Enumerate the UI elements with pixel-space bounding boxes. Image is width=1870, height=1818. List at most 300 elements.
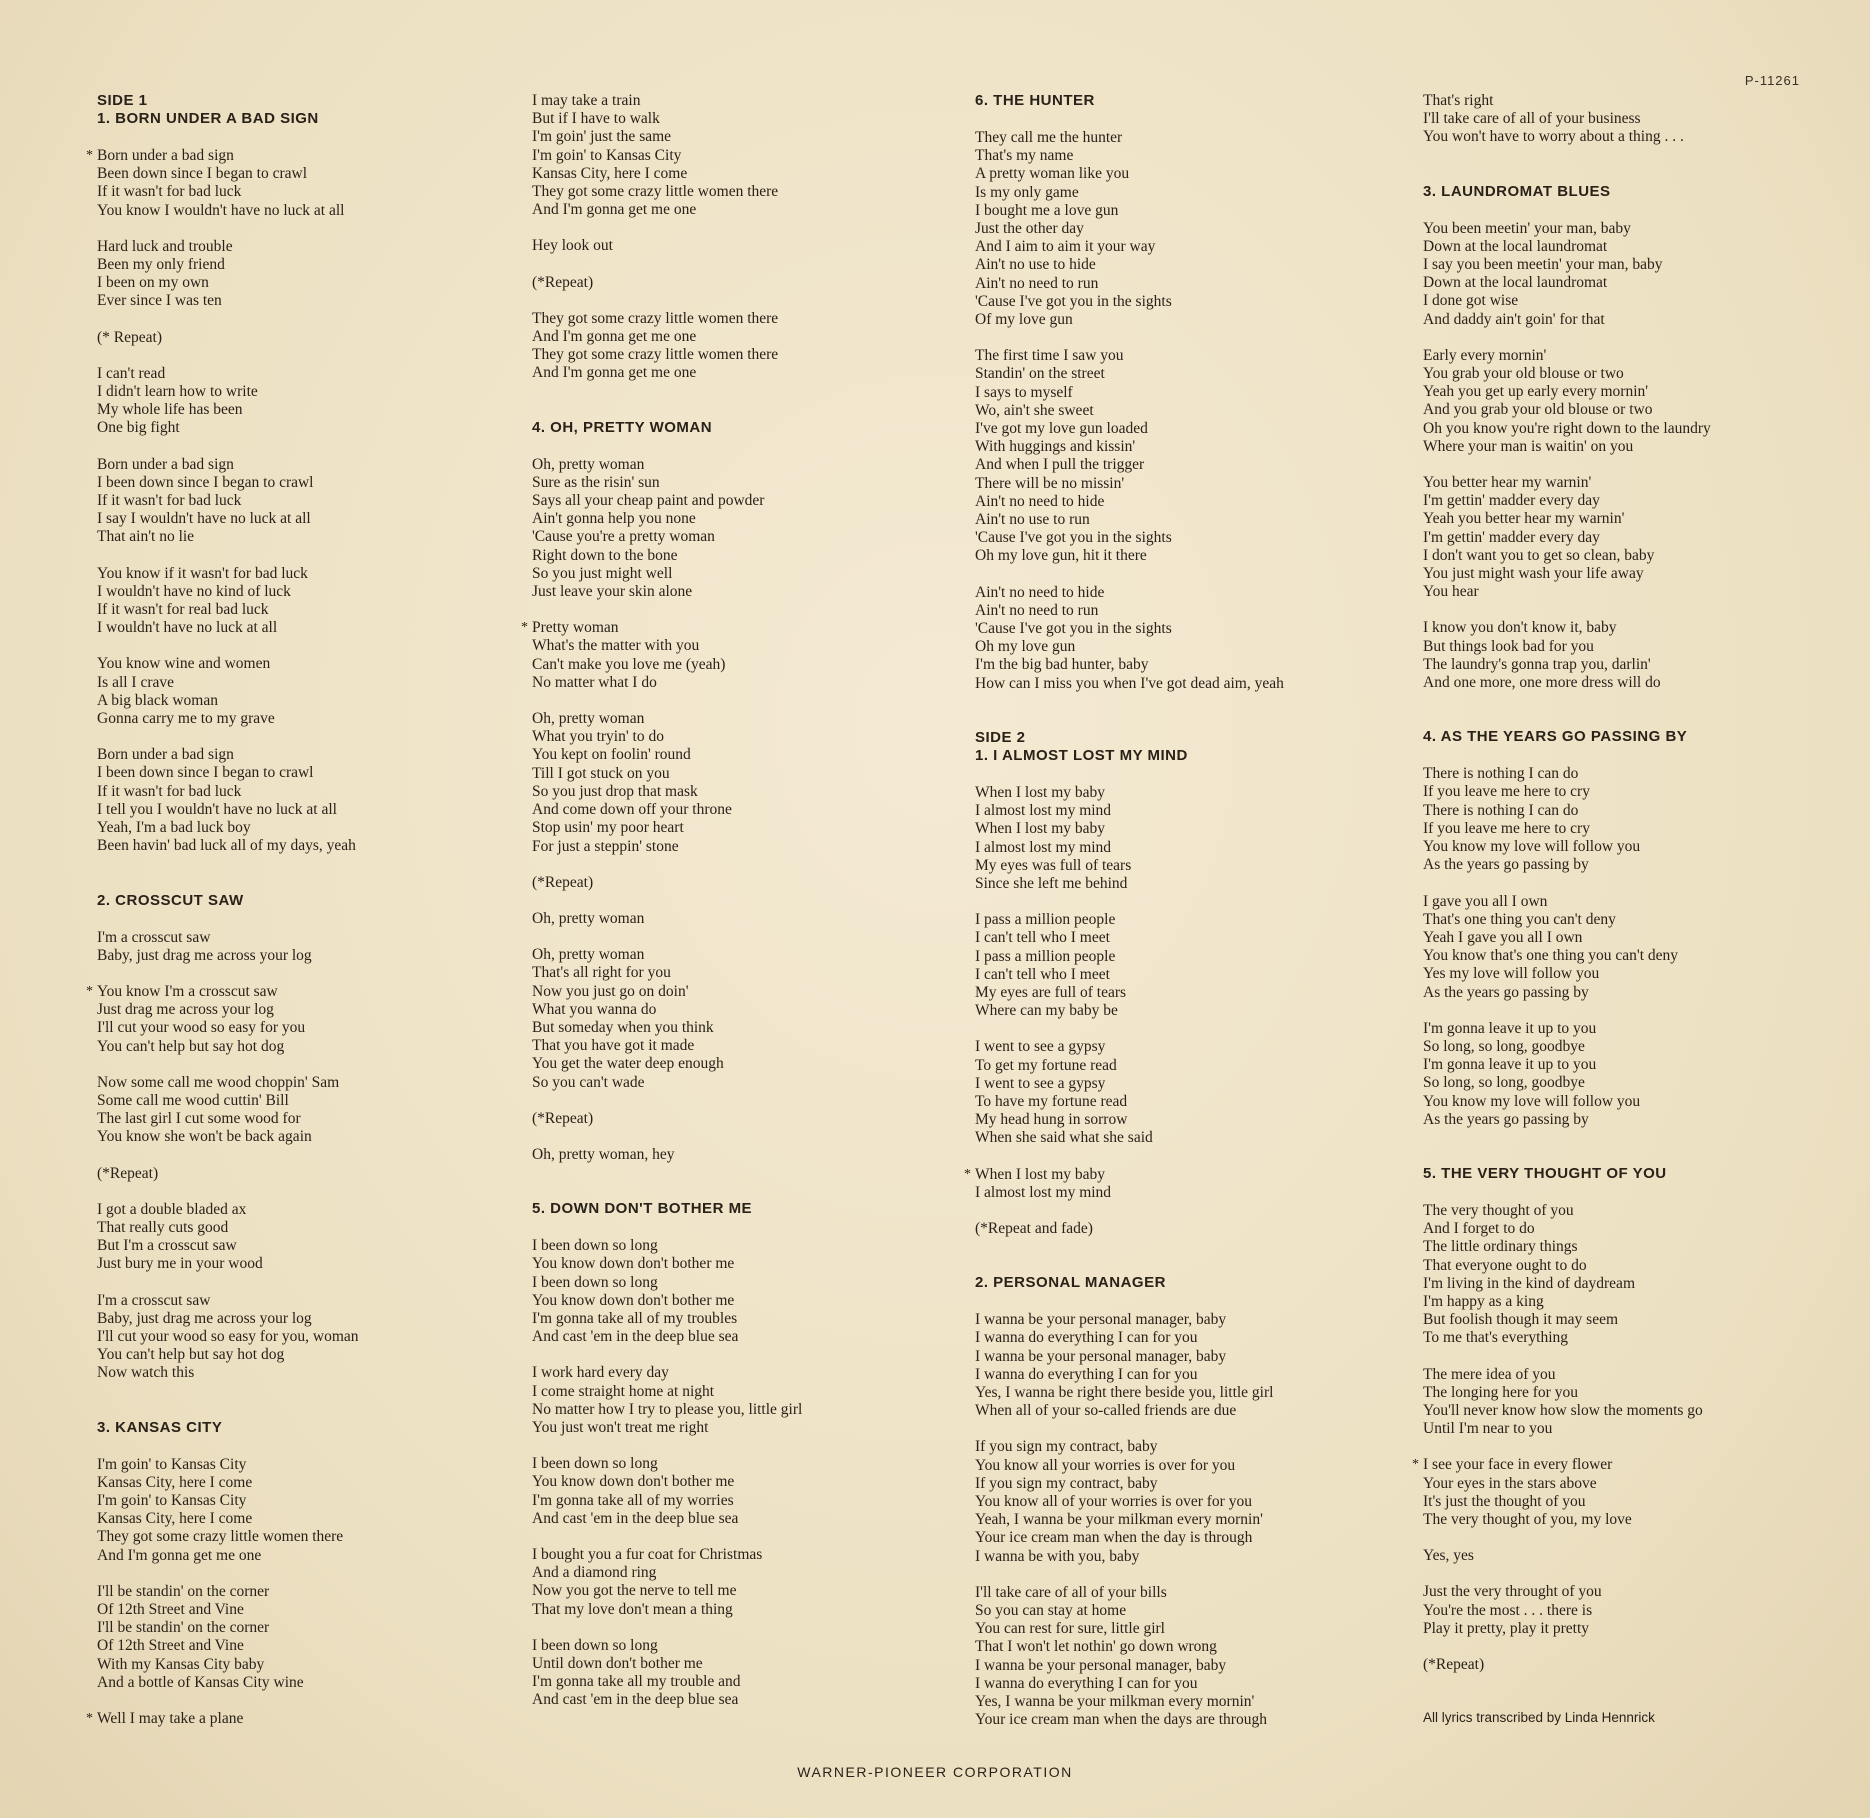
lyric-text: So long, so long, goodbye <box>1423 1037 1585 1055</box>
lyric-text: I says to myself <box>975 383 1073 401</box>
lyric-text: I'm happy as a king <box>1423 1292 1544 1310</box>
lyric-line <box>975 220 1415 238</box>
lyric-line <box>975 275 1415 293</box>
lyric-text: You know she won't be back again <box>97 1128 312 1146</box>
lyric-text: I'll cut your wood so easy for you, woman <box>97 1327 359 1345</box>
lyric-line <box>1423 1329 1863 1347</box>
lyric-line <box>975 1075 1415 1093</box>
lyric-text: Yeah I gave you all I own <box>1423 928 1583 946</box>
lyric-text: Oh, pretty woman <box>532 909 645 927</box>
stanza <box>97 655 537 728</box>
lyric-text: You know my love will follow you <box>1423 838 1641 856</box>
song-block <box>1423 183 1863 693</box>
lyric-line <box>975 1493 1415 1511</box>
lyric-text: Play it pretty, play it pretty <box>1423 1619 1590 1637</box>
lyric-text: But things look bad for you <box>1423 637 1594 655</box>
lyric-line <box>532 946 972 964</box>
lyric-line <box>975 1093 1415 1111</box>
lyric-line <box>532 765 972 783</box>
lyric-text: When I lost my baby <box>975 1165 1106 1183</box>
lyric-line <box>532 1419 972 1437</box>
lyric-line <box>97 1038 537 1056</box>
lyric-line <box>975 384 1415 402</box>
lyric-text: How can I miss you when I've got dead aim, yeah <box>975 674 1284 692</box>
lyric-line <box>532 1328 972 1346</box>
lyric-text: Stop usin' my poor heart <box>532 819 684 837</box>
lyric-text: I got a double bladed ax <box>97 1200 247 1218</box>
lyric-text: I'm a crosscut saw <box>97 928 211 946</box>
lyric-line <box>975 1529 1415 1547</box>
lyric-line <box>975 875 1415 893</box>
lyric-text: And I'm gonna get me one <box>532 201 697 219</box>
lyric-line <box>1423 984 1863 1002</box>
stanza <box>975 1038 1415 1147</box>
lyric-line <box>1423 1420 1863 1438</box>
lyric-line <box>1423 965 1863 983</box>
lyric-line <box>1423 110 1863 128</box>
stanza <box>1423 765 1863 874</box>
lyric-text: The little ordinary things <box>1423 1238 1578 1256</box>
lyric-line <box>97 274 537 292</box>
lyric-text: Just drag me across your log <box>97 1001 274 1019</box>
lyric-text: Can't make you love me (yeah) <box>532 655 726 673</box>
lyric-line <box>97 419 537 437</box>
lyric-line <box>97 601 537 619</box>
lyric-line <box>1423 1202 1863 1220</box>
lyric-line <box>975 293 1415 311</box>
lyric-line <box>97 1310 537 1328</box>
stanza <box>532 92 972 219</box>
lyric-line <box>532 510 972 528</box>
lyric-text: And I'm gonna get me one <box>532 364 697 382</box>
lyric-line <box>97 565 537 583</box>
lyric-line <box>975 1548 1415 1566</box>
lyric-text: Wo, ain't she sweet <box>975 401 1094 419</box>
repeat-marker-icon: * <box>86 148 93 163</box>
lyric-text: I been down so long <box>532 1636 658 1654</box>
lyric-text: Ain't no need to run <box>975 601 1099 619</box>
lyric-text: And I'm gonna get me one <box>97 1546 262 1564</box>
lyric-line <box>532 147 972 165</box>
song-block <box>521 418 972 1165</box>
lyric-text: You can rest for sure, little girl <box>975 1620 1165 1638</box>
lyric-line <box>1423 274 1863 292</box>
lyric-text: You're the most . . . there is <box>1423 1601 1593 1619</box>
song-block <box>532 1200 972 1709</box>
lyric-line <box>1423 619 1863 637</box>
lyric-line <box>975 420 1415 438</box>
lyric-text: I been down so long <box>532 1237 658 1255</box>
lyric-text: (*Repeat) <box>532 273 594 291</box>
lyric-text: It's just the thought of you <box>1423 1492 1586 1510</box>
lyric-text: So long, so long, goodbye <box>1423 1074 1585 1092</box>
lyric-text: You know down don't bother me <box>532 1291 735 1309</box>
lyric-text: Of my love gun <box>975 311 1073 329</box>
lyric-line <box>1423 365 1863 383</box>
lyric-line <box>532 1401 972 1419</box>
lyric-line <box>532 456 972 474</box>
lyric-line <box>1423 802 1863 820</box>
lyric-line <box>532 1255 972 1273</box>
lyric-line <box>532 92 972 110</box>
lyric-line <box>97 619 537 637</box>
lyric-line <box>975 202 1415 220</box>
lyric-text: If you sign my contract, baby <box>975 1474 1158 1492</box>
stanza <box>532 1546 972 1619</box>
stanza <box>1423 619 1863 692</box>
lyric-text: But I'm a crosscut saw <box>97 1237 237 1255</box>
lyric-line <box>1423 1620 1863 1638</box>
stanza <box>532 946 972 1092</box>
lyric-text: (*Repeat and fade) <box>975 1219 1093 1237</box>
lyric-line <box>1423 547 1863 565</box>
stanza <box>97 365 537 438</box>
lyric-text: If you sign my contract, baby <box>975 1438 1158 1456</box>
stanza <box>1423 1656 1863 1674</box>
lyric-text: And I'm gonna get me one <box>532 328 697 346</box>
stanza <box>975 347 1415 565</box>
lyric-line <box>97 1510 537 1528</box>
lyric-text: I work hard every day <box>532 1364 669 1382</box>
lyric-line <box>97 1601 537 1619</box>
stanza <box>1423 1202 1863 1348</box>
lyric-line <box>1423 220 1863 238</box>
lyric-line <box>97 329 537 347</box>
lyric-line <box>1423 1384 1863 1402</box>
lyric-text: I can't tell who I meet <box>975 965 1110 983</box>
lyric-text: Hey look out <box>532 237 613 255</box>
lyric-line <box>1423 347 1863 365</box>
lyric-text: They got some crazy little women there <box>97 1528 344 1546</box>
stanza <box>975 1584 1415 1730</box>
lyric-text: Now watch this <box>97 1364 195 1382</box>
lyric-text: You know all your worries is over for you <box>975 1456 1236 1474</box>
lyric-text: That ain't no lie <box>97 528 195 546</box>
lyric-text: Ain't no use to run <box>975 511 1090 529</box>
lyric-text: With my Kansas City baby <box>97 1655 265 1673</box>
lyric-text: I bought me a love gun <box>975 201 1119 219</box>
lyric-text: To me that's everything <box>1423 1329 1569 1347</box>
lyric-line <box>532 983 972 1001</box>
lyric-line <box>1423 947 1863 965</box>
lyric-line <box>975 238 1415 256</box>
lyric-text: And you grab your old blouse or two <box>1423 401 1653 419</box>
lyric-line <box>521 619 972 637</box>
lyric-text: And daddy ain't goin' for that <box>1423 310 1605 328</box>
lyric-text: Since she left me behind <box>975 874 1128 892</box>
lyric-text: So you can stay at home <box>975 1602 1127 1619</box>
lyric-text: I wanna be your personal manager, baby <box>975 1656 1227 1674</box>
lyric-line <box>97 401 537 419</box>
lyric-line <box>532 1655 972 1673</box>
lyric-text: Yeah, I'm a bad luck boy <box>97 819 251 837</box>
lyric-text: You get the water deep enough <box>532 1055 724 1073</box>
stanza <box>532 1146 972 1164</box>
lyric-line <box>97 1583 537 1601</box>
lyric-text: That's my name <box>975 147 1074 165</box>
lyric-text: I can't read <box>97 364 166 382</box>
lyric-line <box>532 1364 972 1382</box>
lyric-line <box>975 1366 1415 1384</box>
lyric-line <box>1423 92 1863 110</box>
lyric-line <box>975 511 1415 529</box>
lyric-line <box>97 746 537 764</box>
lyric-text: Ain't no need to hide <box>975 492 1105 510</box>
song-block <box>86 92 537 856</box>
lyric-text: What you wanna do <box>532 1000 657 1018</box>
lyric-text: When all of your so-called friends are due <box>975 1402 1237 1420</box>
lyric-text: I'm gettin' madder every day <box>1423 528 1600 546</box>
lyric-text: I'm gettin' madder every day <box>1423 492 1600 510</box>
lyric-line <box>975 602 1415 620</box>
lyric-text: If it wasn't for bad luck <box>97 492 242 510</box>
lyric-text: I been down so long <box>532 1455 658 1473</box>
lyric-text: And I aim to aim it your way <box>975 238 1156 256</box>
lyric-line <box>97 492 537 510</box>
lyric-line <box>975 1457 1415 1475</box>
stanza <box>1423 347 1863 456</box>
lyric-text: I'm living in the kind of daydream <box>1423 1274 1635 1292</box>
lyric-line <box>1423 1238 1863 1256</box>
lyric-line <box>975 966 1415 984</box>
lyric-line <box>532 674 972 692</box>
lyric-text: As the years go passing by <box>1423 856 1589 874</box>
lyric-line <box>1423 1547 1863 1565</box>
lyric-line <box>532 1383 972 1401</box>
lyric-text: Oh you know you're right down to the laundry <box>1423 419 1711 437</box>
lyric-text: Ain't no use to hide <box>975 256 1096 274</box>
lyric-text: And one more, one more dress will do <box>1423 674 1661 692</box>
lyric-text: I'm gonna take all of my worries <box>532 1491 734 1509</box>
lyric-text: Born under a bad sign <box>97 455 234 473</box>
song-title: 1. BORN UNDER A BAD SIGN <box>97 110 319 127</box>
lyric-line <box>97 1237 537 1255</box>
song-block <box>532 92 972 383</box>
lyric-line <box>97 1219 537 1237</box>
lyric-text: Ever since I was ten <box>97 292 222 310</box>
lyric-text: I wanna do everything I can for you <box>975 1365 1198 1383</box>
lyric-line <box>975 656 1415 674</box>
stanza <box>86 147 537 220</box>
lyric-text: And cast 'em in the deep blue sea <box>532 1509 739 1527</box>
lyric-line <box>532 165 972 183</box>
lyric-text: And a diamond ring <box>532 1564 657 1582</box>
lyric-line <box>975 365 1415 383</box>
lyric-text: If you leave me here to cry <box>1423 819 1590 837</box>
lyric-line <box>97 692 537 710</box>
stanza <box>1423 1583 1863 1638</box>
lyric-line <box>975 1348 1415 1366</box>
lyric-line <box>86 147 537 165</box>
lyric-line <box>532 1673 972 1691</box>
stanza <box>1423 1020 1863 1129</box>
repeat-marker-icon: * <box>1412 1457 1419 1473</box>
lyric-text: You just won't treat me right <box>532 1418 709 1436</box>
lyric-text: I'll be standin' on the corner <box>97 1582 270 1600</box>
stanza <box>532 874 972 892</box>
lyric-text: Down at the local laundromat <box>1423 274 1608 292</box>
lyric-line <box>97 1346 537 1364</box>
lyric-text: Until I'm near to you <box>1423 1420 1553 1438</box>
lyric-text: Yes my love will follow you <box>1423 965 1600 983</box>
lyric-text: I'm goin' just the same <box>532 128 672 146</box>
lyric-line <box>97 456 537 474</box>
lyric-text: They call me the hunter <box>975 129 1123 146</box>
lyric-line <box>532 1310 972 1328</box>
lyric-text: I'm gonna take all my trouble and <box>532 1673 741 1691</box>
lyric-text: I wanna do everything I can for you <box>975 1674 1198 1692</box>
lyric-text: The mere idea of you <box>1423 1365 1556 1383</box>
lyric-line <box>532 1601 972 1619</box>
lyric-text: I almost lost my mind <box>975 838 1112 856</box>
stanza <box>521 619 972 692</box>
lyric-line <box>97 202 537 220</box>
lyric-line <box>97 583 537 601</box>
lyric-text: Right down to the bone <box>532 546 678 564</box>
lyric-text: And come down off your throne <box>532 801 732 819</box>
lyric-line <box>532 201 972 219</box>
lyric-text: Well I may take a plane <box>97 1710 244 1727</box>
lyric-text: Just the other day <box>975 220 1084 238</box>
lyric-text: You been meetin' your man, baby <box>1423 219 1631 237</box>
lyrics-column-2 <box>521 92 972 1746</box>
lyric-line <box>975 1602 1415 1620</box>
lyric-text: You know my love will follow you <box>1423 1092 1641 1110</box>
lyric-line <box>1423 529 1863 547</box>
lyric-line <box>975 929 1415 947</box>
lyric-line <box>532 310 972 328</box>
lyric-line <box>1423 893 1863 911</box>
lyric-line <box>532 1274 972 1292</box>
lyric-text: I'm gonna take all of my troubles <box>532 1309 738 1327</box>
lyric-text: Where your man is waitin' on you <box>1423 437 1634 455</box>
song-block <box>1423 728 1863 1129</box>
publisher-name: WARNER-PIONEER CORPORATION <box>797 1764 1073 1780</box>
stanza <box>97 929 537 965</box>
lyric-text: Been havin' bad luck all of my days, yeah <box>97 837 356 855</box>
lyric-text: The very thought of you <box>1423 1201 1574 1219</box>
lyric-text: They got some crazy little women there <box>532 183 779 201</box>
stanza <box>97 565 537 638</box>
lyric-text: What's the matter with you <box>532 637 700 655</box>
lyric-line <box>1423 856 1863 874</box>
lyric-text: Ain't no need to hide <box>975 583 1105 601</box>
lyric-text: And a bottle of Kansas City wine <box>97 1673 304 1691</box>
lyric-line <box>964 1165 1415 1184</box>
lyric-text: Just the very throught of you <box>1423 1583 1602 1601</box>
lyric-line <box>975 1638 1415 1656</box>
lyric-line <box>975 456 1415 474</box>
lyric-text: They got some crazy little women there <box>532 309 779 327</box>
lyric-text: Now some call me wood choppin' Sam <box>97 1073 340 1091</box>
lyric-line <box>975 1057 1415 1075</box>
lyric-line <box>1423 238 1863 256</box>
stanza <box>86 1710 537 1728</box>
lyric-line <box>1423 1074 1863 1092</box>
song-block <box>1423 92 1863 147</box>
lyric-line <box>975 493 1415 511</box>
lyric-text: 'Cause I've got you in the sights <box>975 292 1172 310</box>
lyric-text: Been my only friend <box>97 256 225 274</box>
lyric-line <box>86 1710 537 1728</box>
lyric-text: Just leave your skin alone <box>532 583 693 601</box>
lyric-text: I say I wouldn't have no luck at all <box>97 510 311 528</box>
lyric-text: Standin' on the street <box>975 365 1105 383</box>
lyric-text: Yeah you get up early every mornin' <box>1423 383 1649 401</box>
song-title: 4. AS THE YEARS GO PASSING BY <box>1423 728 1688 746</box>
lyric-line <box>1423 783 1863 801</box>
lyric-line <box>1423 420 1863 438</box>
lyric-line <box>1423 929 1863 947</box>
lyric-text: I'm a crosscut saw <box>97 1291 211 1309</box>
stanza <box>532 1455 972 1528</box>
lyric-text: You better hear my warnin' <box>1423 474 1592 492</box>
lyric-text: To get my fortune read <box>975 1056 1117 1074</box>
lyric-line <box>1423 1257 1863 1275</box>
lyric-text: Of 12th Street and Vine <box>97 1637 244 1655</box>
lyric-line <box>97 365 537 383</box>
lyric-text: I don't want you to get so clean, baby <box>1423 546 1655 564</box>
lyric-text: Gonna carry me to my grave <box>97 710 275 728</box>
lyric-line <box>975 347 1415 365</box>
lyric-text: That's one thing you can't deny <box>1423 910 1616 928</box>
lyric-text: Until down don't bother me <box>532 1655 703 1672</box>
lyric-text: Yes, I wanna be your milkman every mornin' <box>975 1693 1255 1711</box>
lyric-line <box>97 655 537 673</box>
lyric-line <box>975 1475 1415 1493</box>
stanza <box>975 911 1415 1020</box>
lyric-line <box>1412 1456 1863 1474</box>
lyric-text: I done got wise <box>1423 292 1519 310</box>
lyric-text: The last girl I cut some wood for <box>97 1110 301 1128</box>
lyric-line <box>975 584 1415 602</box>
lyric-line <box>532 1074 972 1092</box>
lyric-line <box>532 1564 972 1582</box>
lyric-text: So you just might well <box>532 564 673 582</box>
lyric-line <box>532 528 972 546</box>
lyric-line <box>532 583 972 601</box>
lyric-text: Born under a bad sign <box>97 746 234 764</box>
stanza <box>975 1220 1415 1238</box>
lyric-line <box>1423 1366 1863 1384</box>
lyric-text: 'Cause I've got you in the sights <box>975 620 1172 638</box>
lyric-text: I may take a train <box>532 92 641 109</box>
song-title: 4. OH, PRETTY WOMAN <box>532 418 713 436</box>
lyric-line <box>975 184 1415 202</box>
lyric-text: You know all of your worries is over for you <box>975 1492 1252 1510</box>
lyric-text: You know if it wasn't for bad luck <box>97 564 308 582</box>
lyric-text: I wouldn't have no kind of luck <box>97 582 291 600</box>
stanza <box>532 1110 972 1128</box>
lyric-text: You know I'm a crosscut saw <box>97 982 278 1000</box>
lyric-text: My eyes are full of tears <box>975 983 1127 1001</box>
lyric-line <box>975 1384 1415 1402</box>
lyric-line <box>532 1019 972 1037</box>
lyric-text: But someday when you think <box>532 1018 714 1036</box>
lyric-text: I'm goin' to Kansas City <box>532 146 682 164</box>
lyric-text: Oh, pretty woman <box>532 455 645 473</box>
lyric-text: There is nothing I can do <box>1423 765 1579 783</box>
lyric-text: As the years go passing by <box>1423 983 1589 1001</box>
lyric-line <box>97 1110 537 1128</box>
lyric-line <box>1423 1656 1863 1674</box>
lyric-text: Your ice cream man when the days are through <box>975 1711 1267 1729</box>
lyric-line <box>532 783 972 801</box>
lyric-text: Your ice cream man when the day is through <box>975 1529 1253 1547</box>
lyric-text: I'll be standin' on the corner <box>97 1619 270 1637</box>
lyric-line <box>532 656 972 674</box>
lyric-text: (* Repeat) <box>97 328 162 346</box>
